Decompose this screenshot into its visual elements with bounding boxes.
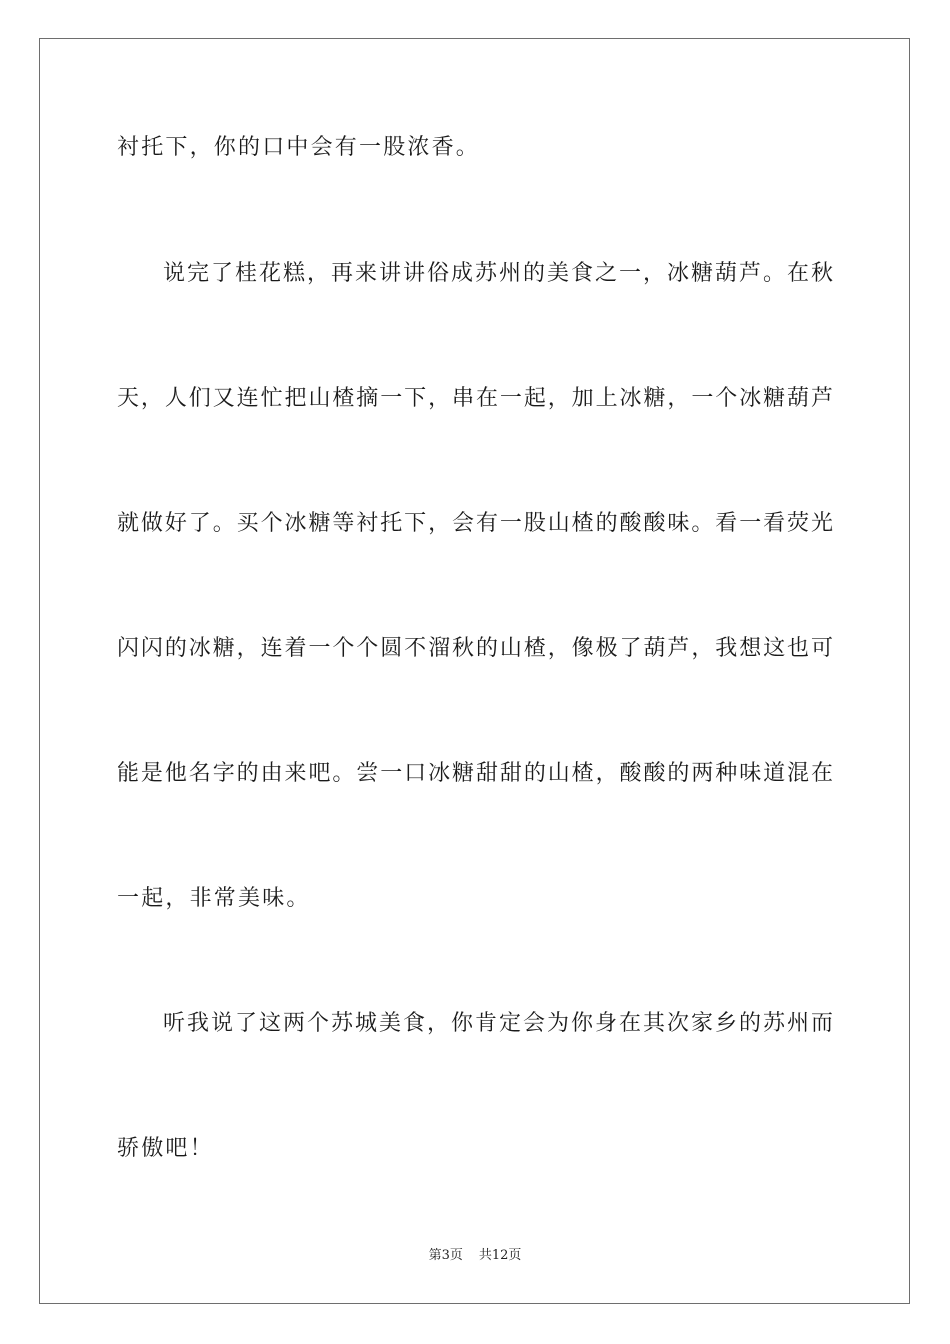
page-total: 共12页 bbox=[478, 1248, 522, 1263]
text-line-7: 一起，非常美味。 bbox=[117, 886, 311, 911]
text-line-8: 听我说了这两个苏城美食，你肯定会为你身在其次家乡的苏州而 bbox=[163, 1011, 833, 1036]
text-line-5: 闪闪的冰糖，连着一个个圆不溜秋的山楂，像极了葫芦，我想这也可 bbox=[117, 636, 833, 661]
text-line-1: 衬托下，你的口中会有一股浓香。 bbox=[117, 135, 481, 160]
text-line-2: 说完了桂花糕，再来讲讲俗成苏州的美食之一，冰糖葫芦。在秋 bbox=[163, 261, 833, 286]
page-footer bbox=[0, 1247, 950, 1265]
text-line-6: 能是他名字的由来吧。尝一口冰糖甜甜的山楂，酸酸的两种味道混在 bbox=[117, 761, 833, 786]
text-line-9: 骄傲吧！ bbox=[117, 1136, 214, 1161]
text-line-4: 就做好了。买个冰糖等衬托下，会有一股山楂的酸酸味。看一看荧光 bbox=[117, 511, 833, 536]
page-frame bbox=[39, 38, 910, 1304]
text-line-3: 天，人们又连忙把山楂摘一下，串在一起，加上冰糖，一个冰糖葫芦 bbox=[117, 386, 833, 411]
page-number: 第3页 bbox=[428, 1248, 463, 1263]
